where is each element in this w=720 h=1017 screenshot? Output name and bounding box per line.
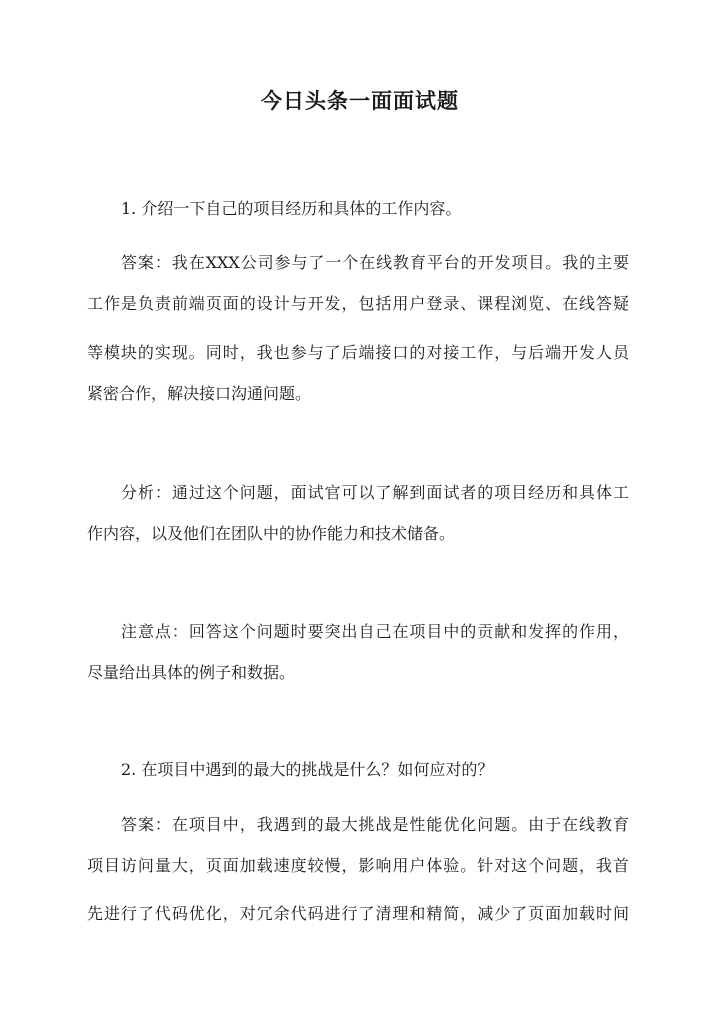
question-1: 1. 介绍一下自己的项目经历和具体的工作内容。 (121, 199, 462, 218)
question-2: 2. 在项目中遇到的最大的挑战是什么？如何应对的？ (121, 760, 494, 779)
answer-2-line-1: 答案：在项目中，我遇到的最大挑战是性能优化问题。由于在线教育 (121, 815, 629, 834)
answer-1-line-3: 等模块的实现。同时，我也参与了后端接口的对接工作，与后端开发人员 (87, 343, 629, 362)
document-title: 今日头条一面面试题 (261, 88, 459, 113)
answer-1-line-1: 答案：我在XXX公司参与了一个在线教育平台的开发项目。我的主要 (121, 253, 629, 272)
note-1-line-2: 尽量给出具体的例子和数据。 (87, 663, 296, 682)
answer-1-line-4: 紧密合作，解决接口沟通问题。 (87, 384, 312, 403)
note-1-line-1: 注意点：回答这个问题时要突出自己在项目中的贡献和发挥的作用， (121, 622, 629, 641)
answer-1-line-2: 工作是负责前端页面的设计与开发，包括用户登录、课程浏览、在线答疑 (87, 294, 629, 313)
answer-2-line-2: 项目访问量大，页面加载速度较慢，影响用户体验。针对这个问题，我首 (87, 856, 629, 875)
analysis-1-line-1: 分析：通过这个问题，面试官可以了解到面试者的项目经历和具体工 (121, 483, 629, 502)
answer-2-line-3: 先进行了代码优化，对冗余代码进行了清理和精简，减少了页面加载时间 (87, 904, 629, 923)
analysis-1-line-2: 作内容，以及他们在团队中的协作能力和技术储备。 (87, 524, 456, 543)
